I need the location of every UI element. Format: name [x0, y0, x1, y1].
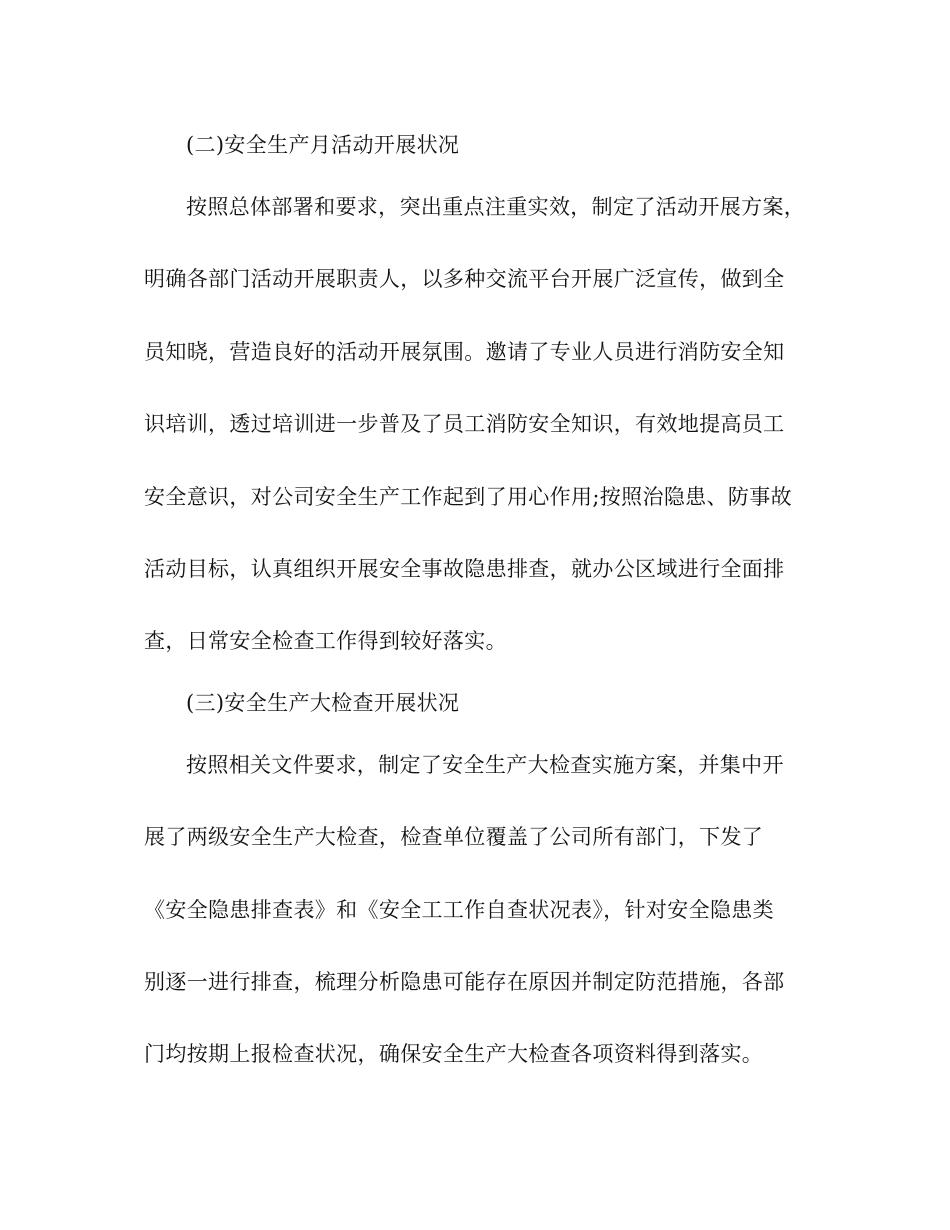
section-heading: (三)安全生产大检查开展状况: [186, 691, 460, 715]
paragraph-line: 员知晓，营造良好的活动开展氛围。邀请了专业人员进行消防安全知: [144, 340, 785, 364]
paragraph-line: 安全意识，对公司安全生产工作起到了用心作用;按照治隐患、防事故: [144, 485, 792, 509]
paragraph-line: 活动目标，认真组织开展安全事故隐患排查，就办公区域进行全面排: [144, 557, 785, 581]
paragraph-line: 别逐一进行排查，梳理分析隐患可能存在原因并制定防范措施，各部: [144, 970, 785, 994]
paragraph-line: 明确各部门活动开展职责人，以多种交流平台开展广泛宣传，做到全: [144, 267, 785, 291]
paragraph-line: 门均按期上报检查状况，确保安全生产大检查各项资料得到落实。: [144, 1042, 764, 1066]
paragraph-line: 查，日常安全检查工作得到较好落实。: [144, 629, 507, 653]
section-heading: (二)安全生产月活动开展状况: [186, 133, 460, 157]
paragraph-line: 按照相关文件要求，制定了安全生产大检查实施方案，并集中开: [186, 753, 784, 777]
paragraph-line: 按照总体部署和要求，突出重点注重实效，制定了活动开展方案，: [186, 195, 806, 219]
paragraph-line: 展了两级安全生产大检查，检查单位覆盖了公司所有部门，下发了: [144, 825, 764, 849]
paragraph-line: 识培训，透过培训进一步普及了员工消防安全知识，有效地提高员工: [144, 412, 785, 436]
paragraph-line: 《安全隐患排查表》和《安全工工作自查状况表》，针对安全隐患类: [144, 898, 774, 922]
